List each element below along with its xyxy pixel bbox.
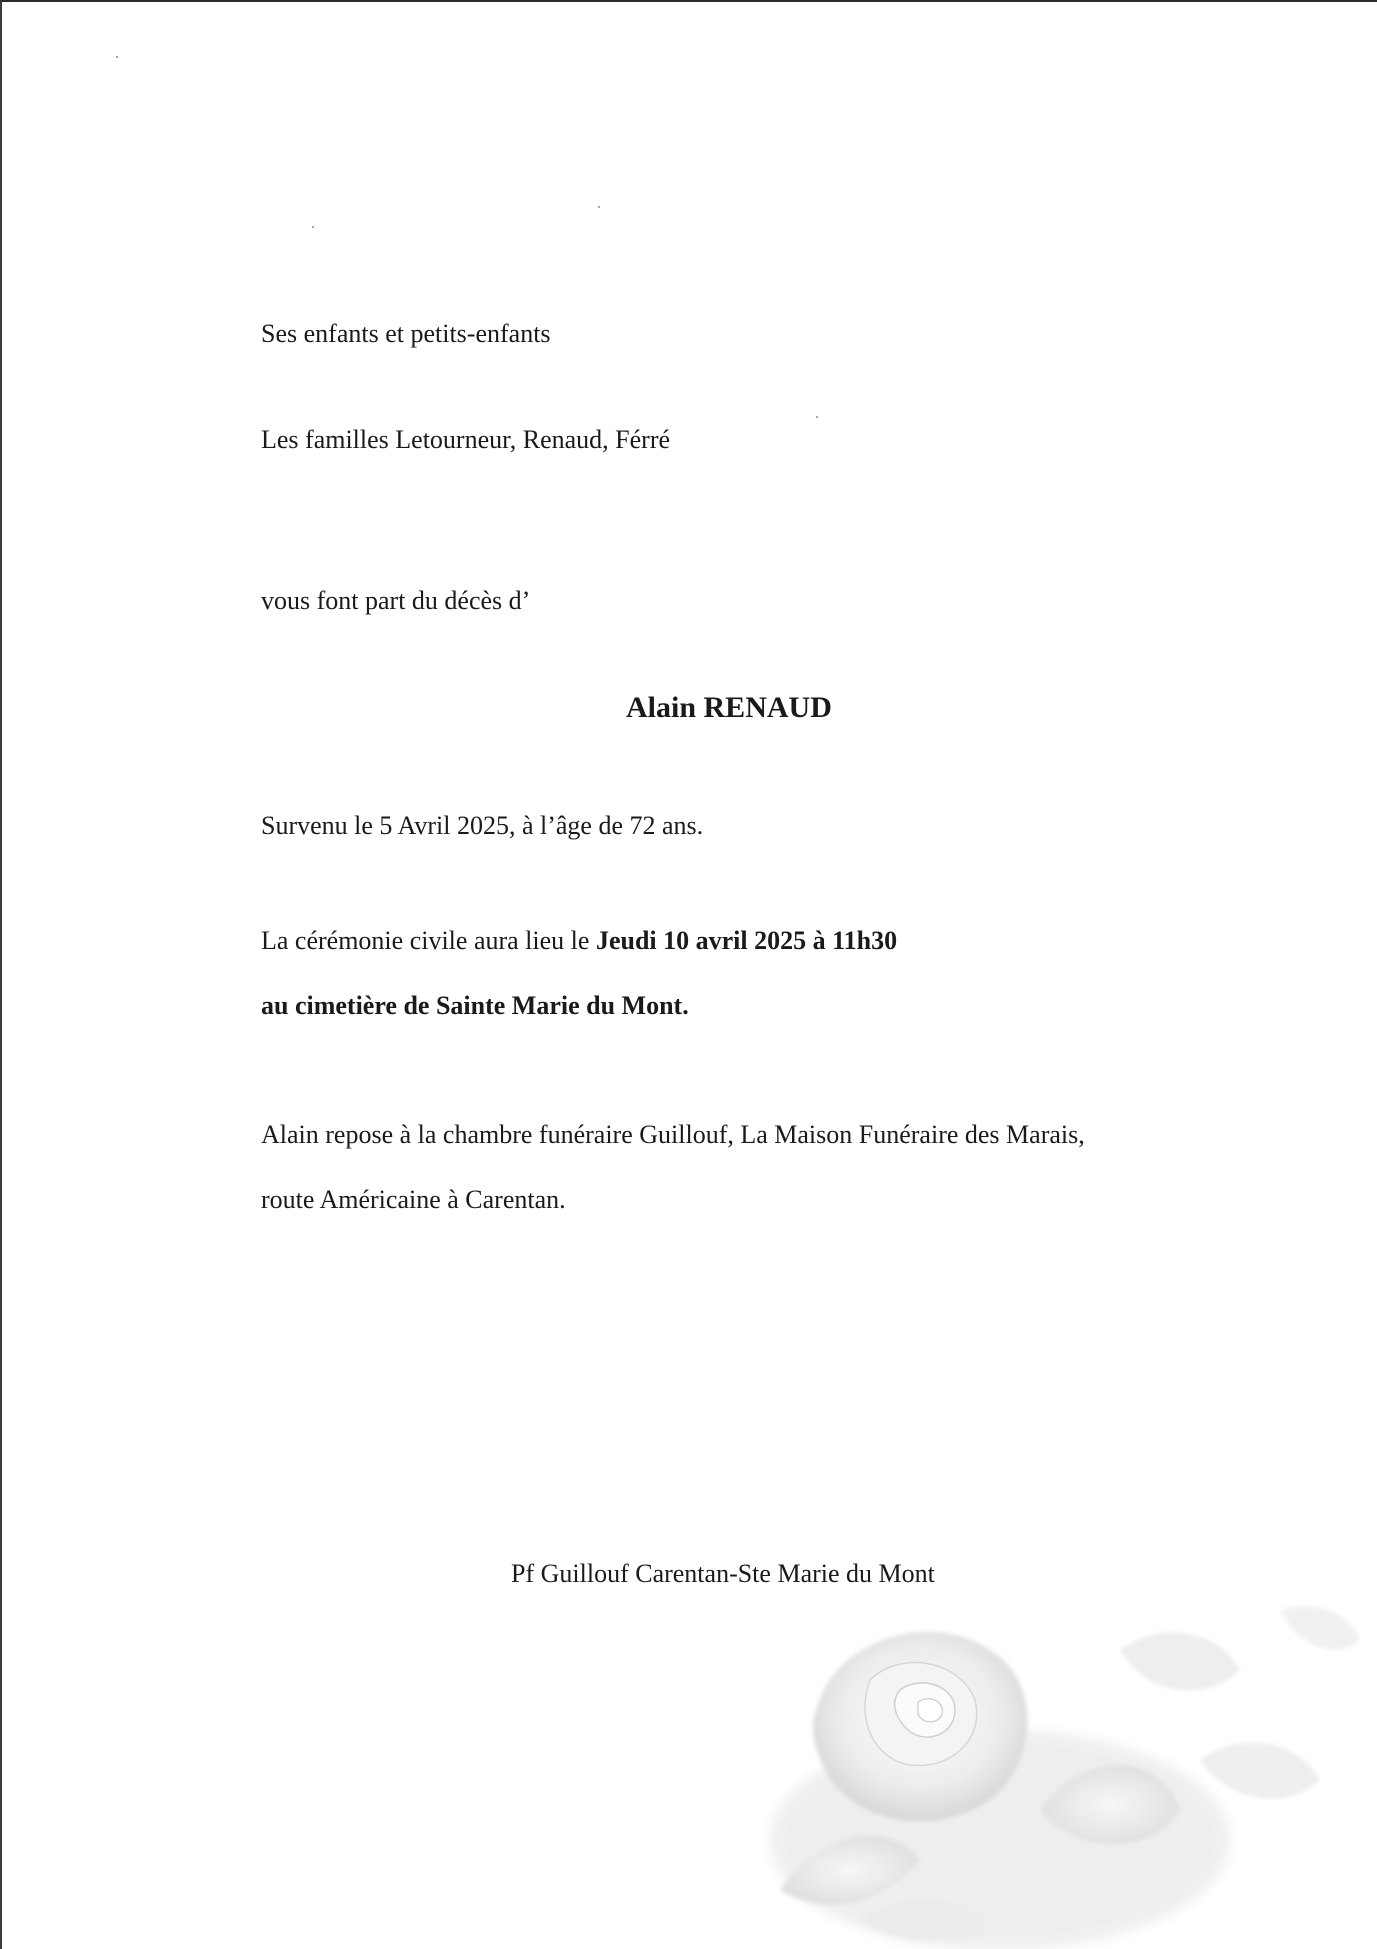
date-of-death-line: Survenu le 5 Avril 2025, à l’âge de 72 ans. [261, 811, 704, 840]
deceased-name: Alain RENAUD [626, 691, 832, 724]
rest-line-2: route Américaine à Carentan. [261, 1185, 566, 1214]
ceremony-place: au cimetière de Sainte Marie du Mont. [261, 991, 689, 1020]
families-line: Les familles Letourneur, Renaud, Férré [261, 425, 671, 454]
white-rose-icon [740, 1590, 1377, 1949]
scan-speck [116, 56, 118, 58]
ceremony-datetime: Jeudi 10 avril 2025 à 11h30 [595, 926, 898, 955]
funeral-home-signature: Pf Guillouf Carentan-Ste Marie du Mont [511, 1559, 935, 1588]
children-line: Ses enfants et petits-enfants [261, 319, 551, 348]
rest-line-1: Alain repose à la chambre funéraire Guillouf, La Maison Funéraire des Marais, [261, 1120, 1085, 1149]
scan-left-edge [0, 0, 2, 1949]
ceremony-intro: La cérémonie civile aura lieu le [261, 926, 596, 955]
scan-top-edge [0, 0, 1377, 2]
scan-speck [598, 206, 600, 208]
ceremony-line [261, 925, 897, 957]
announcement-line: vous font part du décès d’ [261, 586, 531, 615]
scan-speck [312, 226, 314, 228]
scan-speck [816, 416, 818, 418]
